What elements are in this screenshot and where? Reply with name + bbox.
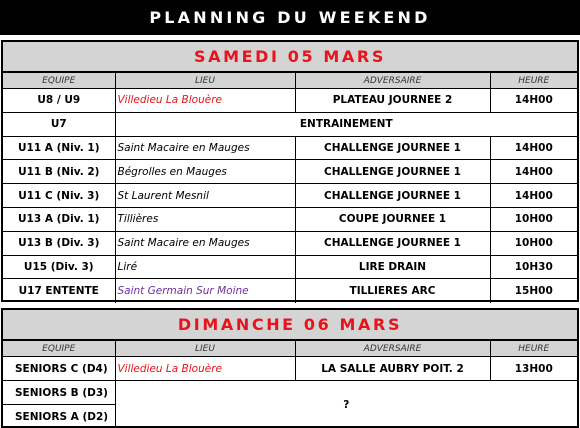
lieu-cell: Saint Germain Sur Moine (115, 279, 295, 303)
sunday-header-text: DIMANCHE 06 MARS (177, 315, 403, 334)
col-header-adversaire: ADVERSAIRE (295, 73, 490, 89)
col-header-heure: HEURE (490, 73, 577, 89)
team-cell: SENIORS C (D4) (3, 357, 115, 381)
saturday-table (3, 72, 577, 303)
col-header-lieu: LIEU (115, 341, 295, 357)
page-title (0, 0, 580, 35)
lieu-cell: Villedieu La Blouère (115, 357, 295, 381)
adversaire-cell: CHALLENGE JOURNEE 1 (295, 184, 490, 208)
table-row (3, 381, 577, 405)
team-cell: U13 B (Div. 3) (3, 231, 115, 255)
heure-cell: 10H00 (490, 207, 577, 231)
merged-cell: ENTRAINEMENT (115, 112, 577, 136)
lieu-cell: Tillières (115, 207, 295, 231)
table-row (3, 357, 577, 381)
team-cell: U13 A (Div. 1) (3, 207, 115, 231)
team-cell: U11 A (Niv. 1) (3, 136, 115, 160)
adversaire-cell: LIRE DRAIN (295, 255, 490, 279)
lieu-cell: St Laurent Mesnil (115, 184, 295, 208)
col-header-heure: HEURE (490, 341, 577, 357)
col-header-equipe: EQUIPE (3, 341, 115, 357)
heure-cell: 10H00 (490, 231, 577, 255)
adversaire-cell: CHALLENGE JOURNEE 1 (295, 160, 490, 184)
page-title-text: PLANNING DU WEEKEND (149, 8, 431, 27)
heure-cell: 14H00 (490, 160, 577, 184)
table-row (3, 112, 577, 136)
table-row (3, 231, 577, 255)
lieu-cell: Saint Macaire en Mauges (115, 231, 295, 255)
sunday-table (3, 340, 577, 428)
table-row (3, 279, 577, 303)
lieu-cell: Bégrolles en Mauges (115, 160, 295, 184)
heure-cell: 15H00 (490, 279, 577, 303)
unknown-merged-cell: ? (115, 381, 577, 428)
col-header-equipe: EQUIPE (3, 73, 115, 89)
saturday-section (1, 40, 579, 302)
table-row (3, 160, 577, 184)
saturday-header-text: SAMEDI 05 MARS (194, 47, 386, 66)
adversaire-cell: COUPE JOURNEE 1 (295, 207, 490, 231)
adversaire-cell: TILLIERES ARC (295, 279, 490, 303)
team-cell: U11 C (Niv. 3) (3, 184, 115, 208)
adversaire-cell: LA SALLE AUBRY POIT. 2 (295, 357, 490, 381)
table-row (3, 184, 577, 208)
heure-cell: 14H00 (490, 136, 577, 160)
adversaire-cell: PLATEAU JOURNEE 2 (295, 89, 490, 113)
heure-cell: 14H00 (490, 89, 577, 113)
table-row (3, 207, 577, 231)
table-header-row (3, 73, 577, 89)
table-row (3, 136, 577, 160)
team-cell: SENIORS B (D3) (3, 381, 115, 405)
sunday-header (3, 310, 577, 340)
table-row (3, 255, 577, 279)
heure-cell: 10H30 (490, 255, 577, 279)
team-cell: U7 (3, 112, 115, 136)
team-cell: SENIORS A (D2) (3, 405, 115, 428)
col-header-adversaire: ADVERSAIRE (295, 341, 490, 357)
adversaire-cell: CHALLENGE JOURNEE 1 (295, 136, 490, 160)
heure-cell: 13H00 (490, 357, 577, 381)
team-cell: U15 (Div. 3) (3, 255, 115, 279)
sunday-section (1, 308, 579, 428)
team-cell: U17 ENTENTE (3, 279, 115, 303)
team-cell: U8 / U9 (3, 89, 115, 113)
saturday-header (3, 42, 577, 72)
table-header-row (3, 341, 577, 357)
heure-cell: 14H00 (490, 184, 577, 208)
team-cell: U11 B (Niv. 2) (3, 160, 115, 184)
lieu-cell: Saint Macaire en Mauges (115, 136, 295, 160)
col-header-lieu: LIEU (115, 73, 295, 89)
adversaire-cell: CHALLENGE JOURNEE 1 (295, 231, 490, 255)
lieu-cell: Villedieu La Blouère (115, 89, 295, 113)
lieu-cell: Liré (115, 255, 295, 279)
table-row (3, 89, 577, 113)
